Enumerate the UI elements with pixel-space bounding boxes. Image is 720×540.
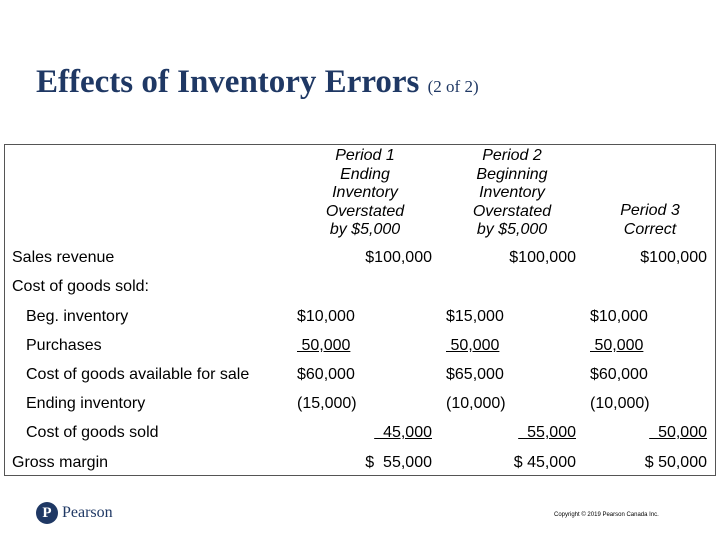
pearson-logo-text: Pearson: [62, 504, 113, 521]
label-cogs-heading: Cost of goods sold:: [12, 278, 149, 295]
pearson-logo-icon: P: [36, 502, 58, 524]
copyright-notice: Copyright © 2019 Pearson Canada Inc.: [554, 512, 659, 518]
cell-sales-p2: $100,000: [509, 249, 576, 266]
label-purchases: Purchases: [26, 337, 102, 354]
label-gross-margin: Gross margin: [12, 454, 109, 471]
label-ending-inventory: Ending inventory: [26, 395, 146, 412]
cell-beg-p2: $15,000: [446, 308, 504, 325]
cell-ending-p3: (10,000): [590, 395, 650, 412]
slide-title: [36, 64, 479, 101]
cell-ending-p2: (10,000): [446, 395, 506, 412]
label-cogs-available: Cost of goods available for sale: [26, 366, 250, 383]
cell-purchases-p1: 50,000: [297, 337, 351, 354]
pearson-logo: [36, 502, 113, 524]
label-cogs: Cost of goods sold: [26, 424, 159, 441]
cell-cogs-p1: 45,000: [374, 424, 432, 441]
slide-title-suffix: (2 of 2): [427, 77, 479, 96]
slide-title-main: Effects of Inventory Errors: [36, 64, 420, 100]
label-beg-inventory: Beg. inventory: [26, 308, 129, 325]
cell-ending-p1: (15,000): [297, 395, 357, 412]
header-period-2: Period 2 Beginning Inventory Overstated by $5,000: [472, 147, 552, 238]
header-period-3: Period 3 Correct: [620, 202, 680, 238]
cell-purchases-p2: 50,000: [446, 337, 500, 354]
cell-available-p1: $60,000: [297, 366, 355, 383]
header-period-1: Period 1 Ending Inventory Overstated by $5,000: [325, 147, 405, 238]
cell-available-p2: $65,000: [446, 366, 504, 383]
cell-beg-p1: $10,000: [297, 308, 355, 325]
cell-purchases-p3: 50,000: [590, 337, 644, 354]
cell-gross-p2: $ 45,000: [513, 454, 576, 471]
cell-sales-p1: $100,000: [365, 249, 432, 266]
cell-cogs-p2: 55,000: [518, 424, 576, 441]
cell-cogs-p3: 50,000: [649, 424, 707, 441]
cell-gross-p3: $ 50,000: [644, 454, 707, 471]
cell-available-p3: $60,000: [590, 366, 648, 383]
cell-sales-p3: $100,000: [640, 249, 707, 266]
label-sales-revenue: Sales revenue: [12, 249, 115, 266]
cell-gross-p1: $ 55,000: [365, 454, 432, 471]
cell-beg-p3: $10,000: [590, 308, 648, 325]
